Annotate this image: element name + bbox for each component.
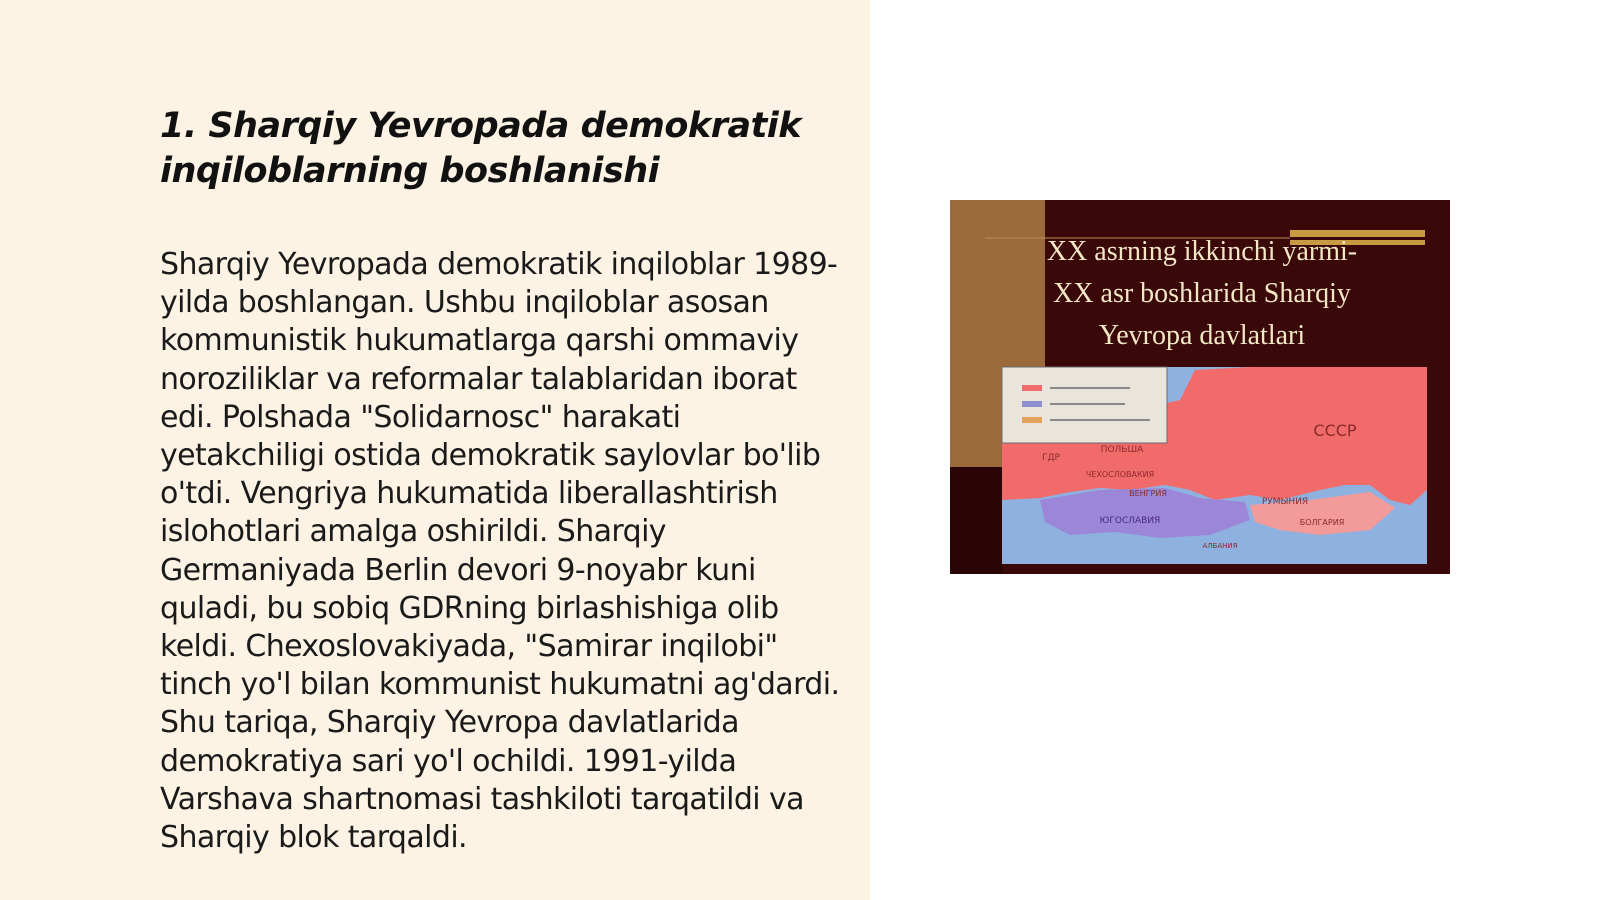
europe-map — [1002, 367, 1427, 564]
map-label-yugoslavia: ЮГОСЛАВИЯ — [1099, 516, 1161, 526]
map-label-romania: РУМЫНИЯ — [1261, 497, 1309, 507]
slide-body-text: Sharqiy Yevropada demokratik inqiloblar 1989-yilda boshlangan. Ushbu inqiloblar asosan kommunistik hukumatlarga qarshi ommaviy noroziliklar va reformalar talablaridan iborat edi. Polshada "Solidarnosc" harakati yetakchiligi ostida demokratik saylovlar bo'lib o'tdi. Vengriya hukumatida liberallashtirish islohotlari amalga oshirildi. Sharqiy Germaniyada Berlin devori 9-noyabr kuni quladi, bu sobiq GDRning birlashishiga olib keldi. Chexoslovakiyada, "Samirar inqilobi" tinch yo'l bilan kommunist hukumatni ag'dardi. Shu tariqa, Sharqiy Yevropa davlatlarida demokratiya sari yo'l ochildi. 1991-yilda Varshava shartnomasi tashkiloti tarqatildi va Sharqiy blok tarqaldi. — [160, 247, 840, 856]
map-label-ussr: СССР — [1313, 421, 1357, 440]
map-label-bulgaria: БОЛГАРИЯ — [1299, 518, 1345, 527]
legend-swatch-orange — [1022, 417, 1042, 423]
map-label-czechoslovakia: ЧЕХОСЛОВАКИЯ — [1085, 470, 1155, 479]
caption-line-3: Yevropa davlatlari — [1098, 320, 1306, 351]
caption-line-1: XX asrning ikkinchi yarmi- — [1046, 236, 1358, 267]
legend-swatch-red — [1022, 385, 1042, 391]
map-label-albania: АЛБАНИЯ — [1202, 542, 1238, 550]
caption-line-2: XX asr boshlarida Sharqiy — [1053, 278, 1351, 309]
left-lower-block — [950, 467, 1002, 574]
map-image — [950, 200, 1450, 574]
legend-swatch-blue — [1022, 401, 1042, 407]
map-label-gdr: ГДР — [1042, 453, 1060, 463]
map-image-graphic — [950, 200, 1450, 574]
slide-title: 1. Sharqiy Yevropada demokratik inqiloblarning boshlanishi — [160, 106, 802, 191]
map-label-poland: ПОЛЬША — [1100, 445, 1144, 455]
map-label-hungary: ВЕНГРИЯ — [1129, 489, 1167, 498]
